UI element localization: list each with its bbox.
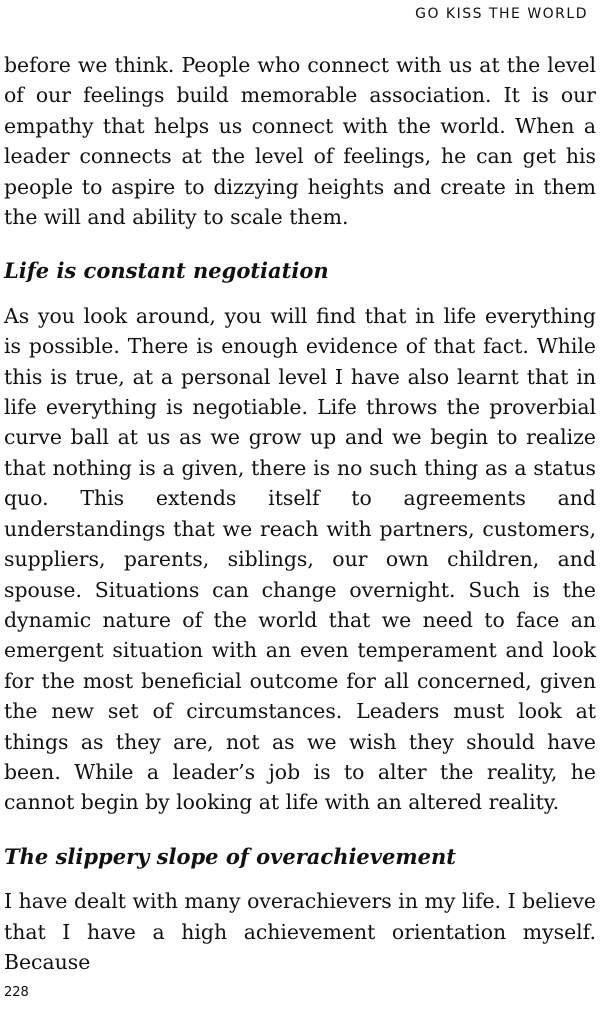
section-heading-overachievement: The slippery slope of overachievement bbox=[4, 843, 456, 869]
page-body bbox=[4, 50, 596, 977]
section-heading-negotiation: Life is constant negotiation bbox=[4, 258, 329, 284]
running-head: GO KISS THE WORLD bbox=[415, 6, 588, 22]
body-paragraph: I have dealt with many overachievers in my life. I believe that I have a high achievement orientation myself. Because bbox=[4, 889, 596, 974]
page-number: 228 bbox=[4, 985, 29, 1000]
body-paragraph: As you look around, you will find that in life everything is possible. There is enough evidence of that fact. While this is true, at a personal level I have also learnt that in life everything is negotiable. Life throws the proverbial curve ball at us as we grow up and we begin to realize that nothing is a given, there is no such thing as a status quo. This extends itself to agreements and understandings that we reach with partners, customers, suppliers, parents, siblings, our own children, and spouse. Situations can change overnight. Such is the dynamic nature of the world that we need to face an emergent situation with an even temperament and look for the most beneficial outcome for all concerned, given the new set of circumstances. Leaders must look at things as they are, not as we wish they should have been. While a leader’s job is to alter the reality, he cannot begin by looking at life with an altered reality. bbox=[4, 303, 596, 815]
body-paragraph: before we think. People who connect with us at the level of our feelings build memorable association. It is our empathy that helps us connect with the world. When a leader connects at the level of feelings, he can get his people to aspire to dizzying heights and create in them the will and ability to scale them. bbox=[4, 53, 596, 230]
